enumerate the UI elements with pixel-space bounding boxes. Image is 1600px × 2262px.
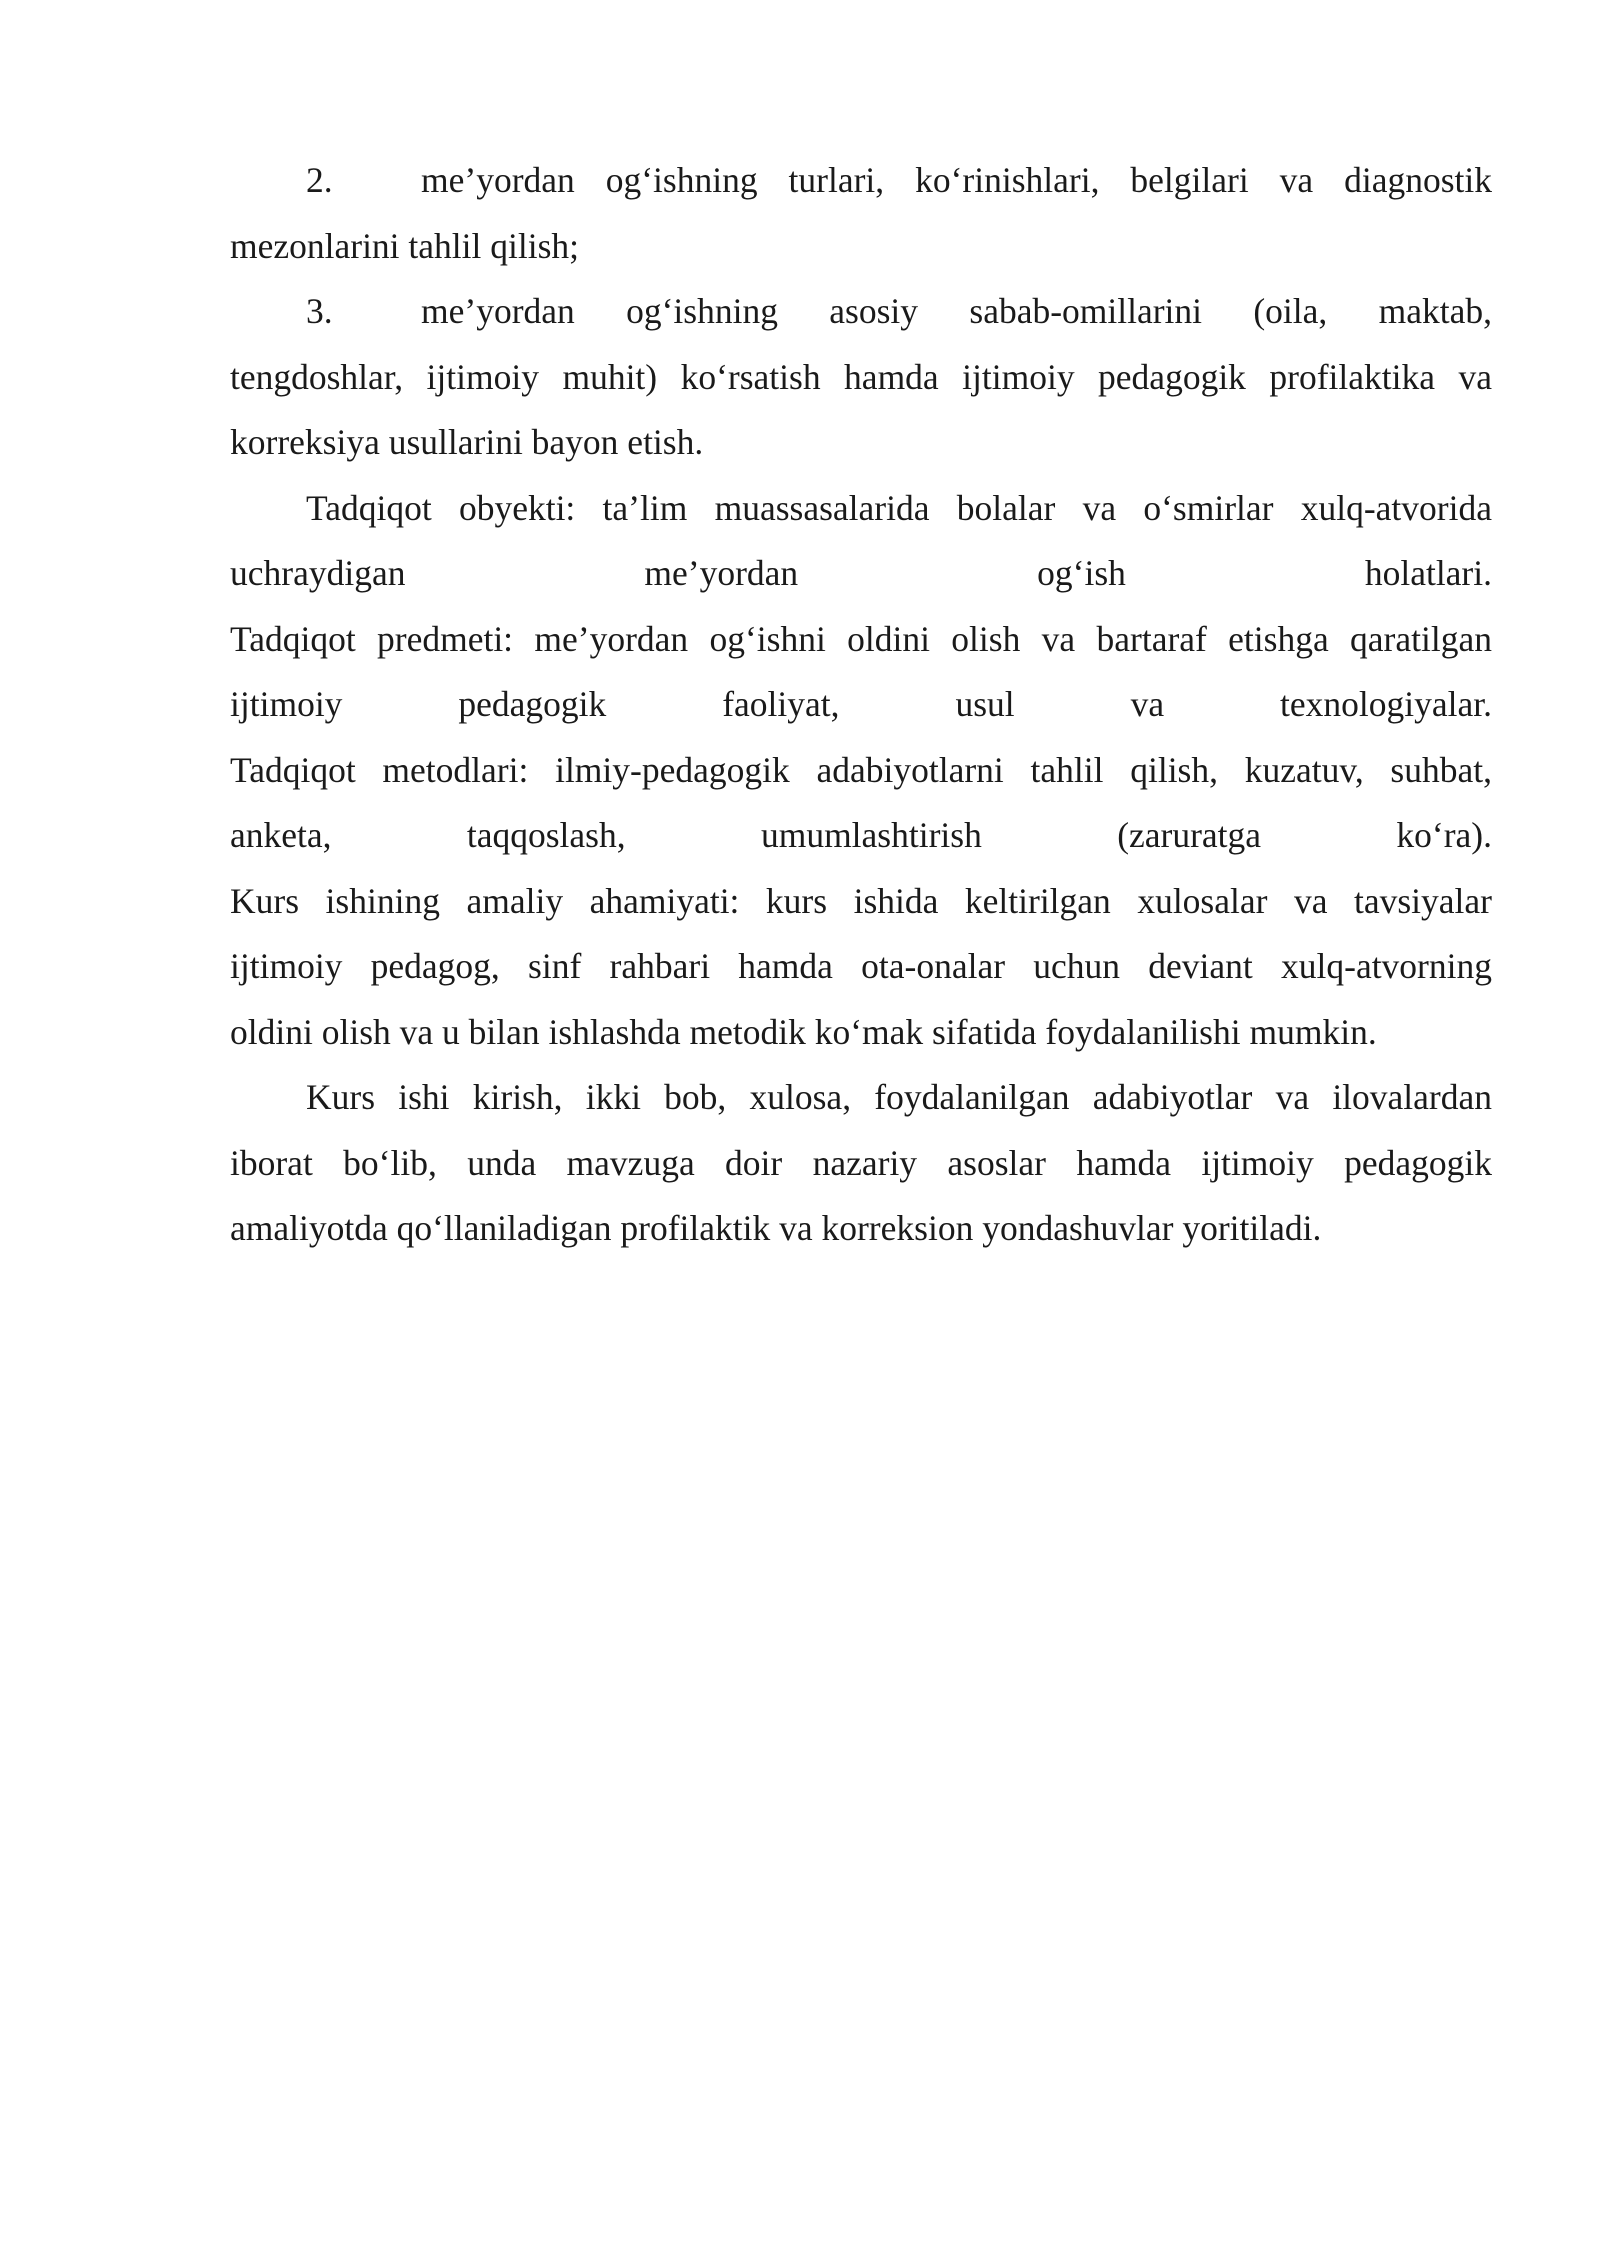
predmet-line-1: Tadqiqot predmeti: me’yordan og‘ishni oldini olish va bartaraf etishga qaratilgan bbox=[230, 618, 1492, 659]
list-item-2-number: 2. bbox=[306, 160, 333, 200]
list-item-3-text-1: me’yordan og‘ishning asosiy sabab-omillarini (oila, maktab, bbox=[421, 291, 1492, 331]
list-item-3-number: 3. bbox=[306, 291, 333, 331]
paragraph-ahamiyat bbox=[230, 869, 1492, 1066]
list-item-2-text-1: me’yordan og‘ishning turlari, ko‘rinishlari, belgilari va diagnostik bbox=[421, 160, 1492, 200]
tuzilma-line-3: amaliyotda qo‘llaniladigan profilaktik va korreksion yondashuvlar yoritiladi. bbox=[230, 1208, 1322, 1248]
metodlar-line-1: Tadqiqot metodlari: ilmiy-pedagogik adabiyotlarni tahlil qilish, kuzatuv, suhbat, bbox=[230, 749, 1492, 790]
ahamiyat-line-3: oldini olish va u bilan ishlashda metodik ko‘mak sifatida foydalanilishi mumkin. bbox=[230, 1011, 1377, 1052]
list-item-2 bbox=[230, 148, 1492, 279]
paragraph-obyekt bbox=[230, 476, 1492, 607]
paragraph-tuzilma bbox=[230, 1065, 1492, 1262]
ahamiyat-line-1: Kurs ishining amaliy ahamiyati: kurs ishida keltirilgan xulosalar va tavsiyalar bbox=[230, 880, 1492, 921]
list-item-3-line-2: tengdoshlar, ijtimoiy muhit) ko‘rsatish hamda ijtimoiy pedagogik profilaktika va bbox=[230, 356, 1492, 397]
predmet-line-2: ijtimoiy pedagogik faoliyat, usul va texnologiyalar. bbox=[230, 684, 1492, 724]
list-item-3 bbox=[230, 279, 1492, 476]
tuzilma-line-2: iborat bo‘lib, unda mavzuga doir nazariy asoslar hamda ijtimoiy pedagogik bbox=[230, 1142, 1492, 1183]
list-item-3-line-3: korreksiya usullarini bayon etish. bbox=[230, 422, 704, 462]
tuzilma-line-1: Kurs ishi kirish, ikki bob, xulosa, foydalanilgan adabiyotlar va ilovalardan bbox=[306, 1077, 1492, 1117]
list-item-2-line-1 bbox=[230, 148, 1492, 214]
paragraph-predmet bbox=[230, 607, 1492, 738]
list-item-2-line-2: mezonlarini tahlil qilish; bbox=[230, 225, 580, 266]
ahamiyat-line-2: ijtimoiy pedagog, sinf rahbari hamda ota-onalar uchun deviant xulq-atvorning bbox=[230, 946, 1492, 986]
list-item-3-line-1 bbox=[230, 279, 1492, 345]
paragraph-metodlar bbox=[230, 738, 1492, 869]
metodlar-line-2: anketa, taqqoslash, umumlashtirish (zaruratga ko‘ra). bbox=[230, 815, 1492, 855]
page-body bbox=[230, 148, 1492, 1262]
obyekt-line-2: uchraydigan me’yordan og‘ish holatlari. bbox=[230, 553, 1492, 593]
obyekt-line-1: Tadqiqot obyekti: ta’lim muassasalarida bolalar va o‘smirlar xulq-atvorida bbox=[306, 487, 1492, 528]
